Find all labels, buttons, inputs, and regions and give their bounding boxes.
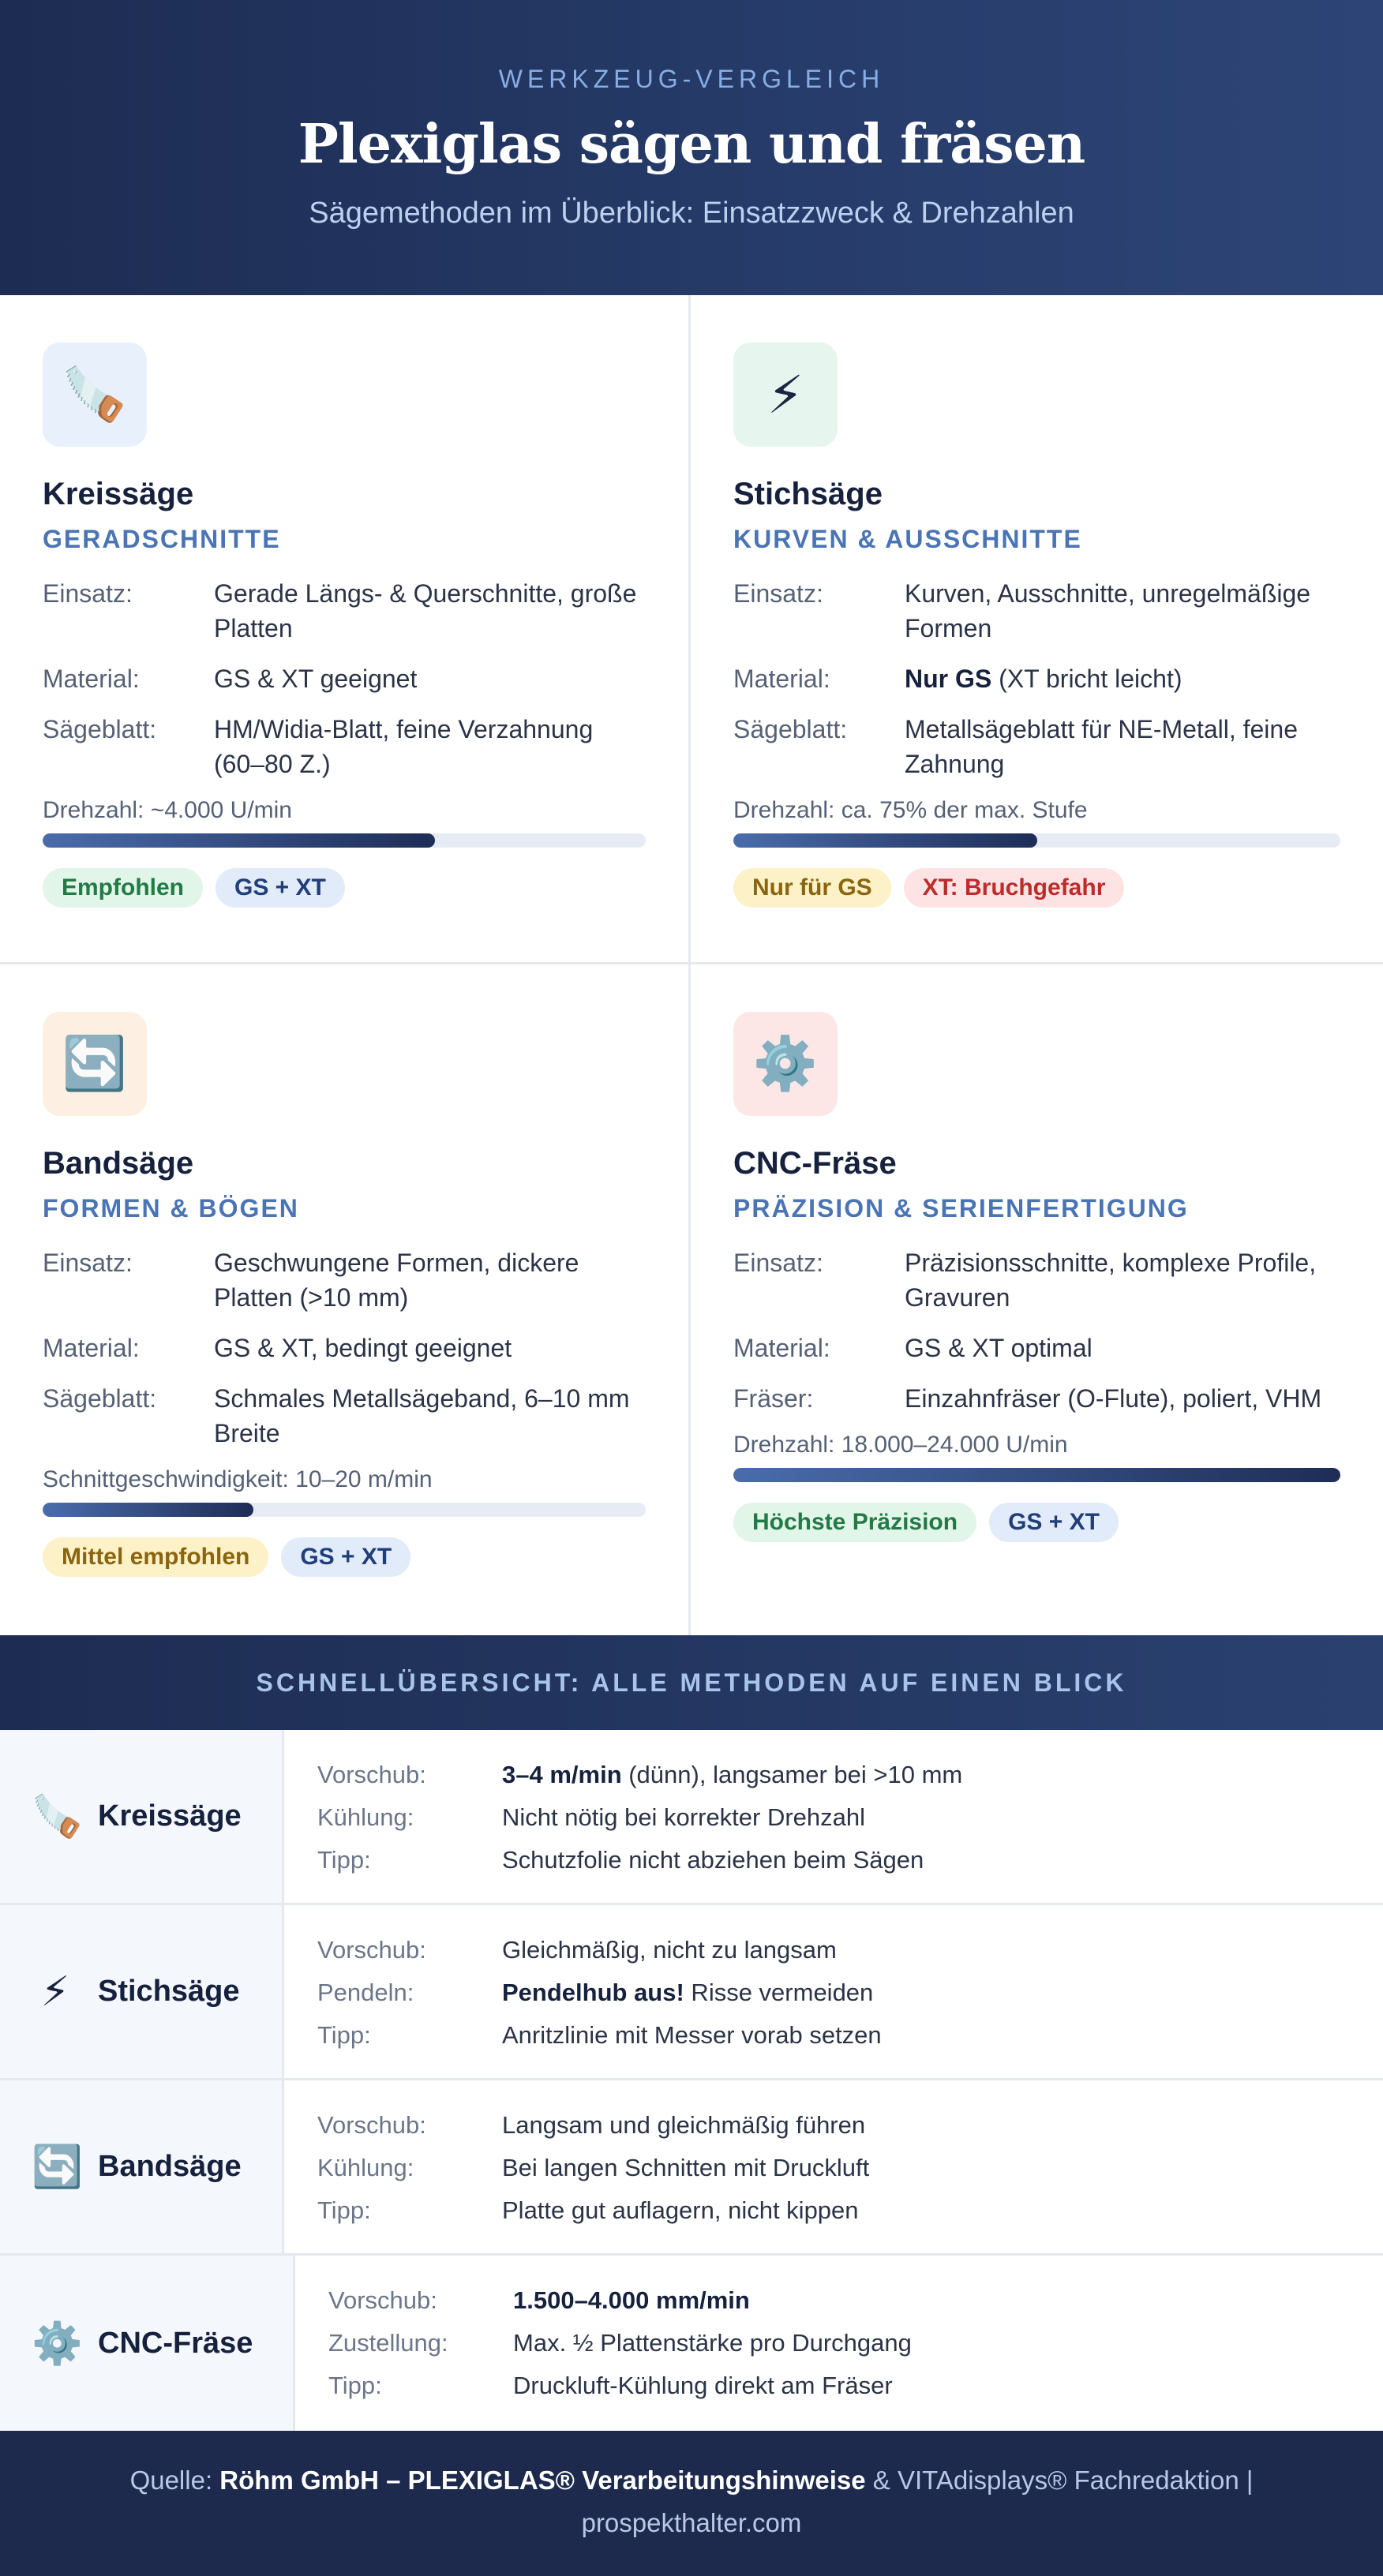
row-key: Sägeblatt: xyxy=(43,1384,157,1413)
tag-badge: Mittel empfohlen xyxy=(43,1537,268,1577)
row-key: Material: xyxy=(43,1334,140,1362)
tag-badge: XT: Bruchgefahr xyxy=(904,868,1125,908)
line-value-rest: (dünn), langsamer bei >10 mm xyxy=(621,1761,963,1788)
line-value xyxy=(502,1754,962,1796)
line-value-rest: Risse vermeiden xyxy=(684,1979,874,2006)
hand-saw-icon: 🪚 xyxy=(32,1794,83,1840)
line-value: Max. ½ Plattenstärke pro Durchgang xyxy=(513,2329,912,2357)
card-subtitle: FORMEN & BÖGEN xyxy=(43,1194,299,1222)
overview-method-name xyxy=(0,2080,284,2253)
lightning-icon: ⚡ xyxy=(40,1968,70,2015)
card-row-material xyxy=(733,1331,1340,1365)
method-card-bandsaege xyxy=(0,964,691,1635)
speed-bar-fill xyxy=(43,833,435,848)
overview-method-name xyxy=(0,1730,284,1903)
card-title: Stichsäge xyxy=(733,477,883,511)
lightning-icon: ⚡ xyxy=(766,365,804,424)
card-row-saegeblatt xyxy=(733,712,1340,781)
overview-line xyxy=(328,2279,1383,2322)
row-value: GS & XT optimal xyxy=(905,1334,1093,1362)
card-row-einsatz xyxy=(43,576,646,646)
line-key: Pendeln: xyxy=(317,1979,414,2006)
line-key: Zustellung: xyxy=(328,2329,448,2357)
line-key: Tipp: xyxy=(317,2196,371,2224)
line-value-bold: Pendelhub aus! xyxy=(502,1979,684,2006)
row-value: Schmales Metallsägeband, 6–10 mm Breite xyxy=(214,1384,630,1447)
source-name: Röhm GmbH – PLEXIGLAS® Verarbeitungshinweise xyxy=(219,2466,866,2495)
card-subtitle: KURVEN & AUSSCHNITTE xyxy=(733,525,1082,553)
row-value: Einzahnfräser (O-Flute), poliert, VHM xyxy=(905,1384,1322,1413)
speed-bar xyxy=(733,1468,1340,1482)
hand-saw-icon: 🪚 xyxy=(62,365,128,423)
tag-badge: GS + XT xyxy=(216,868,345,908)
tag-badge: GS + XT xyxy=(281,1537,410,1577)
speed-bar-fill xyxy=(733,1468,1340,1482)
overview-line xyxy=(317,1839,1383,1881)
method-card-stichsaege xyxy=(691,295,1383,964)
card-row-material xyxy=(733,661,1340,696)
row-value: Kurven, Ausschnitte, unregelmäßige Formen xyxy=(905,579,1311,642)
source-line xyxy=(0,2459,1383,2502)
line-value xyxy=(513,2279,750,2322)
card-row-saegeblatt xyxy=(43,1381,646,1451)
card-subtitle: PRÄZISION & SERIENFERTIGUNG xyxy=(733,1194,1189,1222)
line-key: Vorschub: xyxy=(317,1761,426,1788)
overview-method-name xyxy=(0,2256,295,2431)
card-row-saegeblatt xyxy=(43,712,646,781)
card-title: Bandsäge xyxy=(43,1146,194,1181)
line-value: Gleichmäßig, nicht zu langsam xyxy=(502,1936,837,1964)
card-icon-box xyxy=(43,1012,147,1116)
row-key: Sägeblatt: xyxy=(43,715,157,743)
speed-bar xyxy=(43,833,646,848)
row-value: Metallsägeblatt für NE-Metall, feine Zahnung xyxy=(905,715,1298,778)
line-value: Langsam und gleichmäßig führen xyxy=(502,2111,866,2139)
overview-line xyxy=(317,2189,1383,2232)
overview-method-label: Kreissäge xyxy=(98,1799,242,1833)
speed-label: Drehzahl: 18.000–24.000 U/min xyxy=(733,1432,1068,1458)
line-key: Tipp: xyxy=(328,2372,382,2399)
overview-line xyxy=(317,1971,1383,2014)
line-key: Kühlung: xyxy=(317,1803,414,1831)
overview-line xyxy=(317,1754,1383,1796)
row-value: GS & XT geeignet xyxy=(214,665,418,693)
gear-icon: ⚙️ xyxy=(752,1034,819,1092)
tag-badge: Höchste Präzision xyxy=(733,1503,976,1542)
overview-method-label: Bandsäge xyxy=(98,2150,242,2183)
page-title: Plexiglas sägen und fräsen xyxy=(298,113,1085,176)
row-value: Gerade Längs- & Querschnitte, große Platten xyxy=(214,579,637,642)
line-value: Nicht nötig bei korrekter Drehzahl xyxy=(502,1803,866,1831)
tag-badge: GS + XT xyxy=(989,1503,1119,1542)
overview-row-cnc-fraese xyxy=(0,2256,1383,2431)
page-subtitle: Sägemethoden im Überblick: Einsatzzweck & Drehzahlen xyxy=(309,197,1074,230)
source-site-link[interactable]: prospekthalter.com xyxy=(581,2508,802,2537)
line-key: Kühlung: xyxy=(317,2154,414,2181)
row-value: Präzisionsschnitte, komplexe Profile, Gravuren xyxy=(905,1249,1317,1312)
source-rest: & VITAdisplays® Fachredaktion | xyxy=(865,2466,1254,2495)
line-value-bold: 1.500–4.000 mm/min xyxy=(513,2286,750,2314)
row-key: Sägeblatt: xyxy=(733,715,848,743)
card-title: Kreissäge xyxy=(43,477,194,511)
card-row-einsatz xyxy=(43,1245,646,1315)
tag-badge: Nur für GS xyxy=(733,868,891,908)
overview-line xyxy=(317,2147,1383,2189)
eyebrow-label: WERKZEUG-VERGLEICH xyxy=(498,65,885,93)
page-header xyxy=(0,0,1383,295)
speed-bar xyxy=(733,833,1340,848)
row-value-rest: (XT bricht leicht) xyxy=(991,665,1182,693)
card-subtitle: GERADSCHNITTE xyxy=(43,525,281,553)
row-value xyxy=(905,661,1340,696)
line-key: Vorschub: xyxy=(317,2111,426,2139)
overview-row-bandsaege xyxy=(0,2080,1383,2256)
row-value: HM/Widia-Blatt, feine Verzahnung (60–80 Z.) xyxy=(214,715,594,778)
line-value: Druckluft-Kühlung direkt am Fräser xyxy=(513,2372,893,2399)
method-card-cnc-fraese xyxy=(691,964,1383,1635)
speed-bar xyxy=(43,1503,646,1517)
row-key: Einsatz: xyxy=(733,1249,823,1277)
card-row-einsatz xyxy=(733,1245,1340,1315)
row-value: Geschwungene Formen, dickere Platten (>10 mm) xyxy=(214,1249,579,1312)
quick-overview xyxy=(0,1635,1383,2431)
gear-icon: ⚙️ xyxy=(32,2320,83,2367)
speed-label: Schnittgeschwindigkeit: 10–20 m/min xyxy=(43,1466,433,1492)
arrows-cycle-icon: 🔄 xyxy=(62,1034,128,1092)
row-key: Einsatz: xyxy=(733,579,823,608)
overview-line xyxy=(317,1796,1383,1839)
arrows-cycle-icon: 🔄 xyxy=(32,2144,83,2190)
card-icon-box xyxy=(43,343,147,447)
overview-method-label: CNC-Fräse xyxy=(98,2326,253,2360)
line-value: Schutzfolie nicht abziehen beim Sägen xyxy=(502,1846,924,1874)
row-key: Material: xyxy=(43,665,140,693)
overview-line xyxy=(317,2014,1383,2057)
row-value-bold: Nur GS xyxy=(905,665,992,693)
method-cards xyxy=(0,295,1383,1635)
overview-method-label: Stichsäge xyxy=(98,1975,240,2008)
line-value xyxy=(502,1971,873,2014)
speed-bar-fill xyxy=(733,833,1037,848)
line-value-bold: 3–4 m/min xyxy=(502,1761,622,1788)
overview-line xyxy=(328,2364,1383,2407)
overview-heading: SCHNELLÜBERSICHT: ALLE METHODEN AUF EINEN BLICK xyxy=(0,1635,1383,1730)
line-key: Vorschub: xyxy=(328,2286,437,2314)
page-footer xyxy=(0,2431,1383,2576)
card-row-material xyxy=(43,1331,646,1365)
overview-line xyxy=(328,2322,1383,2364)
row-key: Fräser: xyxy=(733,1384,814,1413)
overview-line xyxy=(317,1929,1383,1971)
row-key: Material: xyxy=(733,665,830,693)
card-row-fraeser xyxy=(733,1381,1340,1416)
card-row-material xyxy=(43,661,646,696)
method-card-kreissaege xyxy=(0,295,691,964)
speed-label: Drehzahl: ca. 75% der max. Stufe xyxy=(733,797,1088,823)
row-key: Material: xyxy=(733,1334,830,1362)
row-key: Einsatz: xyxy=(43,1249,133,1277)
overview-row-stichsaege xyxy=(0,1905,1383,2080)
speed-bar-fill xyxy=(43,1503,253,1517)
source-prefix: Quelle: xyxy=(129,2466,220,2495)
line-value: Bei langen Schnitten mit Druckluft xyxy=(502,2154,870,2181)
line-key: Tipp: xyxy=(317,2021,371,2049)
overview-line xyxy=(317,2104,1383,2147)
card-row-einsatz xyxy=(733,576,1340,646)
row-key: Einsatz: xyxy=(43,579,133,608)
speed-label: Drehzahl: ~4.000 U/min xyxy=(43,797,292,823)
tag-badge: Empfohlen xyxy=(43,868,203,908)
overview-row-kreissaege xyxy=(0,1730,1383,1905)
overview-method-name xyxy=(0,1905,284,2078)
card-icon-box xyxy=(733,343,838,447)
line-value: Platte gut auflagern, nicht kippen xyxy=(502,2196,859,2224)
card-icon-box xyxy=(733,1012,838,1116)
line-key: Tipp: xyxy=(317,1846,371,1874)
line-key: Vorschub: xyxy=(317,1936,426,1964)
card-title: CNC-Fräse xyxy=(733,1146,897,1181)
row-value: GS & XT, bedingt geeignet xyxy=(214,1334,512,1362)
line-value: Anritzlinie mit Messer vorab setzen xyxy=(502,2021,882,2049)
